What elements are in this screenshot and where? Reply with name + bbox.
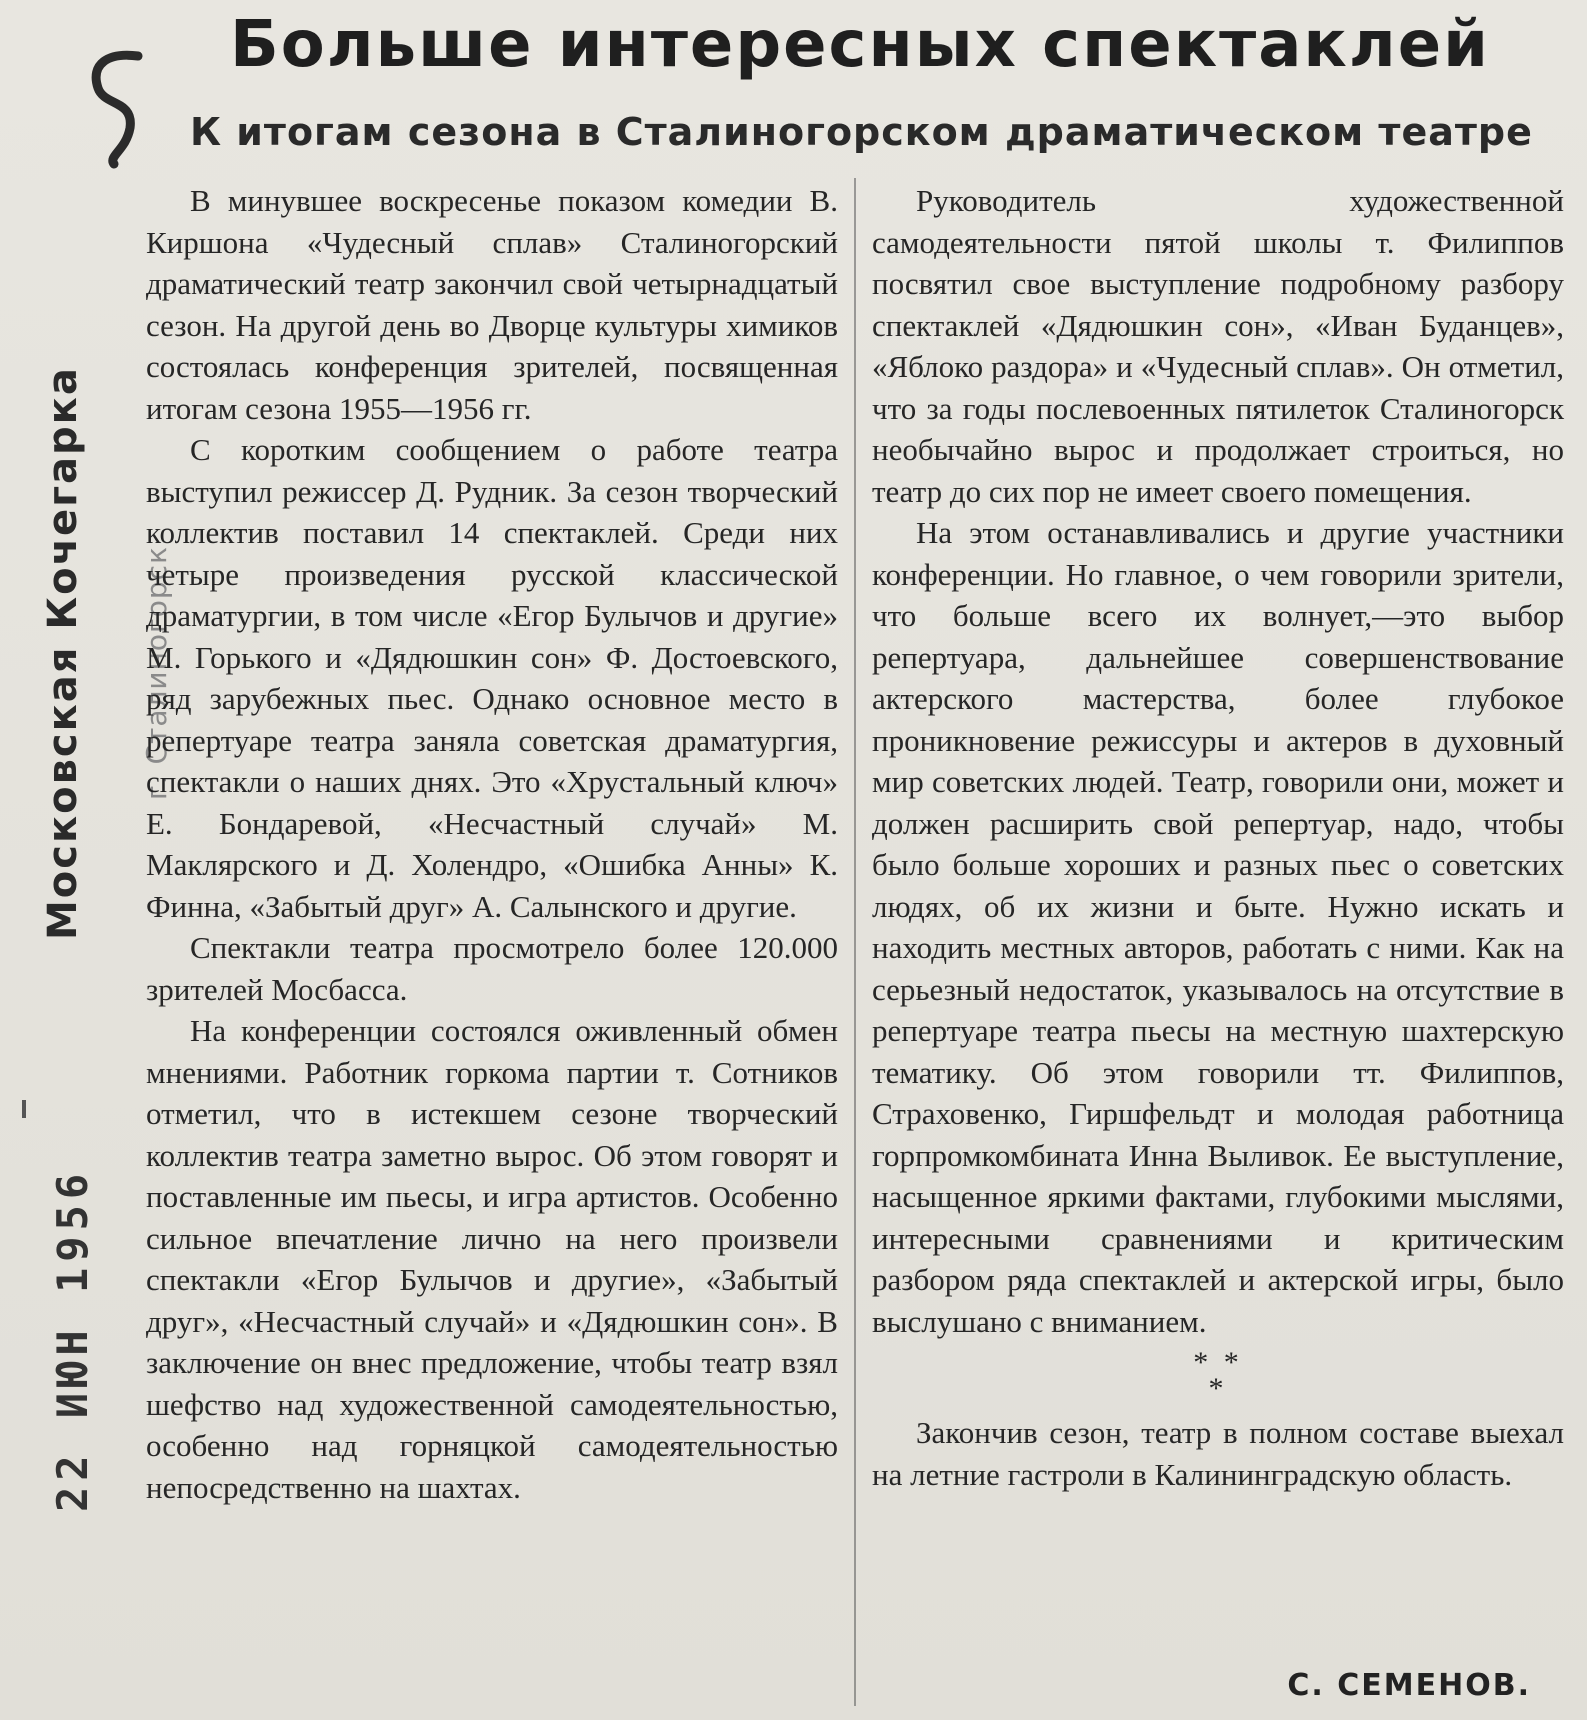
paragraph: На этом останавливались и другие участники конференции. Но главное, о чем говорили зрители, что больше всего их волнует,—это выбор репертуара, дальнейшее совершенствование актерского мастерства, более глубокое проникновение режиссуры и актеров в духовный мир советских людей. Театр, говорили они, может и должен расширить свой репертуар, надо, чтобы было больше хороших и разных пьес о советских людях, об их жизни и быте. Нужно искать и находить местных авторов, работать с ними. Как на серьезный недостаток, указывалось на отсутствие в репертуаре театра пьесы на местную шахтерскую тематику. Об этом говорили тт. Филиппов, Страховенко, Гиршфельдт и молодая работница горпромкомбината Инна Выливок. Ее выступление, насыщенное яркими фактами, глубокими мыслями, интересными сравнениями и критическим разбором ряда спектаклей и актерской игры, было выслушано с вниманием. [872,515,1564,1339]
author-signature: С. СЕМЕНОВ. [1287,1668,1531,1703]
paragraph: С коротким сообщением о работе театра выступил режиссер Д. Рудник. За сезон творческий коллектив поставил 14 спектаклей. Среди них четыре произведения русской классической драматургии, в том числе «Егор Булычов и другие» М. Горького и «Дядюшкин сон» Ф. Достоевского, ряд зарубежных пьес. Однако основное место в репертуаре театра заняла советская драматургия, спектакли о наших днях. Это «Хрустальный ключ» Е. Бондаревой, «Несчастный случай» М. Маклярского и Д. Холендро, «Ошибка Анны» К. Финна, «Забытый друг» А. Салынского и другие. [146,432,838,924]
closing-paragraph: Закончив сезон, театр в полном составе выехал на летние гастроли в Калининградскую область. [872,1415,1564,1492]
date-stamp: 22 ИЮН 1956 [48,1167,97,1512]
article-column-left [146,180,838,1508]
city-stamp: г. Сталиногорск [140,546,173,800]
paragraph: Спектакли театра просмотрело более 120.000 зрителей Мосбасса. [146,930,838,1007]
section-separator: * * * [1193,1346,1243,1405]
newspaper-name-stamp: Московская Кочегарка [40,366,86,940]
margin-mark [22,1100,26,1118]
headline: Больше интересных спектаклей [230,8,1490,82]
paragraph: В минувшее воскресенье показом комедии В. Киршона «Чудесный сплав» Сталиногорский драматический театр закончил свой четырнадцатый сезон. На другой день во Дворце культуры химиков состоялась конференция зрителей, посвященная итогам сезона 1955—1956 гг. [146,183,838,426]
paragraph: На конференции состоялся оживленный обмен мнениями. Работник горкома партии т. Сотников отметил, что в истекшем сезоне творческий коллектив театра заметно вырос. Об этом говорят и поставленные им пьесы, и игра артистов. Особенно сильное впечатление лично на него произвели спектакли «Егор Булычов и другие», «Забытый друг», «Несчастный случай» и «Дядюшкин сон». В заключение он внес предложение, чтобы театр взял шефство над художественной самодеятельностью, особенно над горняцкой самодеятельностью непосредственно на шахтах. [146,1013,838,1505]
subheadline: К итогам сезона в Сталиногорском драматическом театре [190,110,1533,154]
handwritten-mark [68,42,168,172]
paragraph: Руководитель художественной самодеятельности пятой школы т. Филиппов посвятил свое выступление подробному разбору спектаклей «Дядюшкин сон», «Иван Буданцев», «Яблоко раздора» и «Чудесный сплав». Он отметил, что за годы послевоенных пятилеток Сталиногорск необычайно вырос и продолжает строиться, но театр до сих пор не имеет своего помещения. [872,183,1564,509]
article-column-right [872,180,1564,1495]
column-divider [854,178,856,1706]
